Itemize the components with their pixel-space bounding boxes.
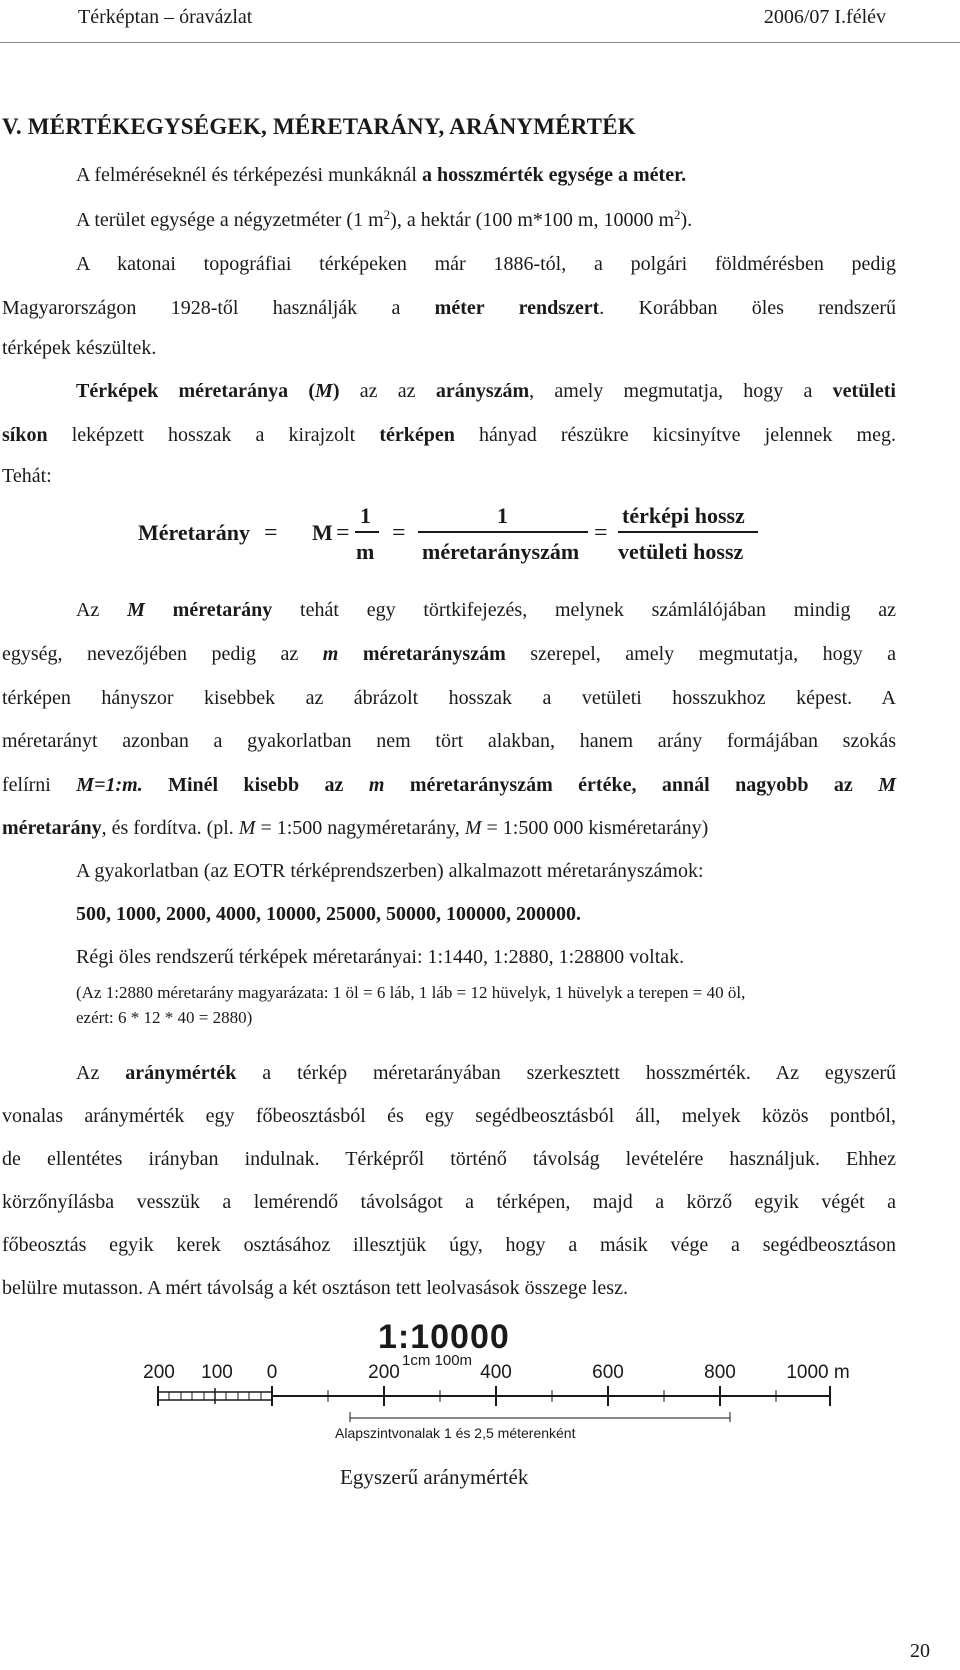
p4-line3: de ellentétes irányban indulnak. Térképről történő távolság levételére használjuk. Ehhez [2,1148,896,1170]
formula-eq-4: = [594,520,608,546]
p3-line6: méretarány, és fordítva. (pl. M = 1:500 nagyméretarány, M = 1:500 000 kisméretarány) [2,817,709,839]
formula-eq-2: = [336,520,350,546]
p3-line1: Az M méretarány tehát egy törtkifejezés, melynek számlálójában mindig az [76,599,896,621]
section-title: V. MÉRTÉKEGYSÉGEK, MÉRETARÁNY, ARÁNYMÉRTÉK [2,114,636,139]
header-right: 2006/07 I.félév [763,6,886,28]
scale-label-0: 0 [266,1362,278,1383]
p3-line5: felírni M=1:m. Minél kisebb az m méretarányszám értéke, annál nagyobb az M [2,774,897,796]
scale-label-600: 600 [592,1362,624,1383]
formula-M: M [312,520,333,545]
p1-line1: A felméréseknél és térképezési munkáknál a hosszmérték egysége a méter. [76,164,687,186]
formula-den-3: vetületi hossz [618,539,744,564]
p1-line2: A terület egysége a négyzetméter (1 $m^2$), a hektár (100 m*100 m, 10000 $m^2$). [76,207,693,231]
formula-num-2: 1 [497,503,508,528]
formula-bar-3 [618,531,758,533]
p3-line7: A gyakorlatban (az EOTR térképrendszerben) alkalmazott méretarányszámok: [76,860,704,882]
scale-label-800: 800 [704,1362,736,1383]
page-number: 20 [910,1640,930,1662]
formula-eq-1: = [264,520,278,546]
p4-line2: vonalas aránymérték egy főbeosztásból és egy segédbeosztásból áll, melyek közös pontból, [2,1105,896,1127]
header-left: Térképtan – óravázlat [78,6,253,28]
formula-den-2: méretarányszám [422,539,580,564]
p4-line5: főbeosztás egyik kerek osztásához illesztjük úgy, hogy a másik vége a segédbeosztáson [2,1234,896,1256]
formula-label: Méretarány [138,520,250,545]
p3-line4: méretarányt azonban a gyakorlatban nem tört alakban, hanem arány formájában szokás [2,730,896,752]
p2-line3: Tehát: [2,465,52,487]
scale-label-100-left: 100 [201,1362,233,1383]
p4-line4: körzőnyílásba vesszük a lemérendő távolságot a térképen, majd a körző egyik végét a [2,1191,896,1213]
scale-numbers-list: 500, 1000, 2000, 4000, 10000, 25000, 50000, 100000, 200000. [76,903,581,925]
formula-bar-2 [418,531,588,533]
p2-line2: síkon leképzett hosszak a kirajzolt térképen hányad részükre kicsinyítve jelennek meg. [2,424,896,446]
scale-bar-unit: 1cm 100m [402,1352,473,1369]
scale-bar-note: Alapszintvonalak 1 és 2,5 méterenként [335,1425,576,1441]
p4-line1: Az aránymérték a térkép méretarányában szerkesztett hosszmérték. Az egyszerű [76,1062,896,1084]
explanation-line1: (Az 1:2880 méretarány magyarázata: 1 öl = 6 láb, 1 láb = 12 hüvelyk, 1 hüvelyk a terepen = 40 öl, [76,983,746,1002]
scale-label-400: 400 [480,1362,512,1383]
p1-line5: térképek készültek. [2,337,157,359]
scale-label-200-left: 200 [143,1362,175,1383]
p1-line4: Magyarországon 1928-től használják a méter rendszert. Korábban öles rendszerű [2,297,896,319]
scale-label-1000: 1000 m [786,1362,850,1383]
p3-line2: egység, nevezőjében pedig az m méretarányszám szerepel, amely megmutatja, hogy a [2,643,897,665]
formula-num-3: térképi hossz [622,503,745,528]
figure-caption: Egyszerű aránymérték [340,1465,529,1489]
formula-num-1: 1 [360,503,371,528]
explanation-line2: ezért: 6 * 12 * 40 = 2880) [76,1008,253,1027]
scale-label-200: 200 [368,1362,400,1383]
scale-bar-title: 1:10000 [378,1318,510,1356]
formula-bar-1 [355,531,379,533]
p1-line3: A katonai topográfiai térképeken már 1886-tól, a polgári földmérésben pedig [76,253,896,275]
scale-bar-graphic [140,1384,860,1424]
p3-line3: térképen hányszor kisebbek az ábrázolt hosszak a vetületi hosszukhoz képest. A [2,687,896,709]
formula-eq-3: = [392,520,406,546]
formula-den-1: m [356,539,375,564]
p4-line6: belülre mutasson. A mért távolság a két osztáson tett leolvasások összege lesz. [2,1277,628,1299]
header-divider [0,42,960,43]
p2-line1: Térképek méretaránya (M) az az arányszám, amely megmutatja, hogy a vetületi [76,380,896,402]
p3-line9: Régi öles rendszerű térképek méretarányai: 1:1440, 1:2880, 1:28800 voltak. [76,946,685,968]
